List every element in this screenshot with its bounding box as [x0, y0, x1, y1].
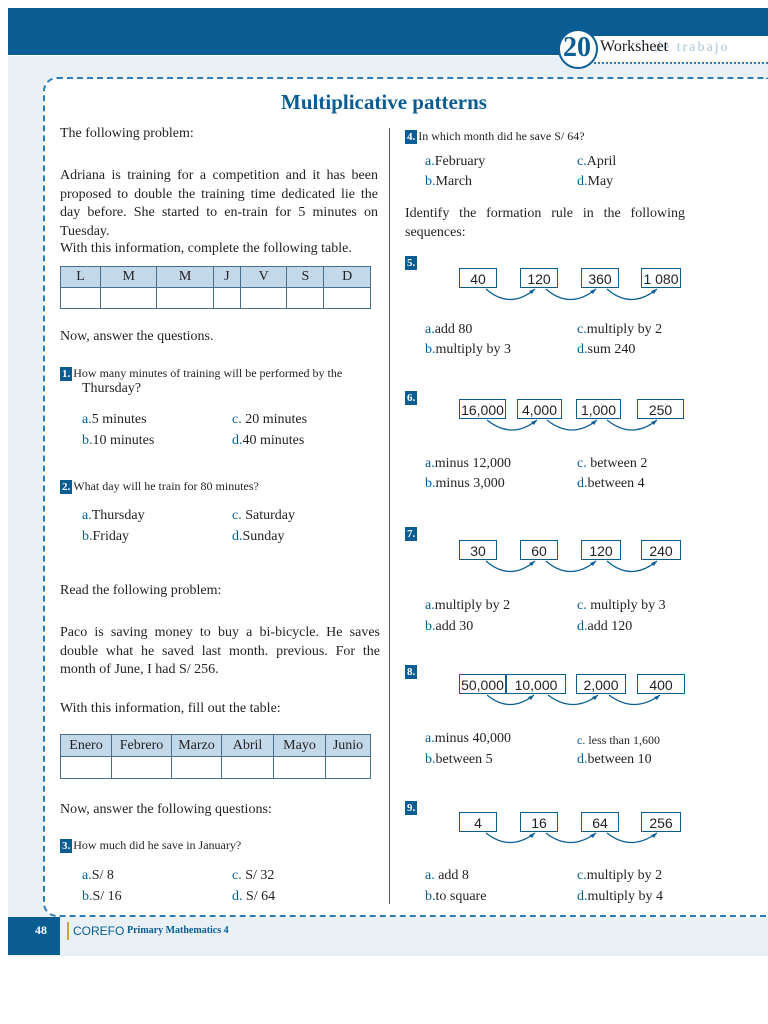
answer-option[interactable]: d.40 minutes	[232, 433, 305, 448]
days-table-header: L	[61, 267, 101, 288]
answer-option[interactable]: d.Sunday	[232, 529, 285, 544]
days-table-header: S	[287, 267, 324, 288]
question-2-text: What day will he train for 80 minutes?	[73, 479, 259, 493]
answer-instruction-2: Now, answer the following questions:	[60, 802, 272, 817]
question-7-number: 7.	[407, 528, 416, 540]
answer-option[interactable]: c. 20 minutes	[232, 412, 308, 427]
answer-option[interactable]: a.minus 40,000	[425, 731, 511, 746]
sequence-term: 16	[520, 812, 558, 832]
sequence-term: 16,000	[459, 399, 506, 419]
question-3-number: 3.	[62, 840, 71, 852]
answer-option[interactable]: b.minus 3,000	[425, 476, 505, 491]
sequence-term: 40	[459, 268, 497, 288]
question-2-number: 2.	[62, 481, 71, 493]
answer-option[interactable]: a.multiply by 2	[425, 598, 511, 613]
question-5-number: 5.	[407, 257, 416, 269]
answer-option[interactable]: a. add 8	[425, 868, 469, 883]
worksheet-label: Worksheet	[600, 38, 669, 55]
sequence-term: 1 080	[641, 268, 681, 288]
answer-option[interactable]: d.sum 240	[577, 342, 636, 357]
answer-option[interactable]: b.between 5	[425, 752, 493, 767]
answer-option[interactable]: d.between 4	[577, 476, 645, 491]
identify-instruction: Identify the formation rule in the following sequences:	[405, 206, 685, 240]
read-instruction: Read the following problem:	[60, 583, 222, 598]
sequence-term: 256	[641, 812, 681, 832]
question-6-number: 6.	[407, 392, 416, 404]
question-1-text: How many minutes of training will be performed by the	[73, 366, 343, 380]
question-9-number: 9.	[407, 802, 416, 814]
problem-2-text: Paco is saving money to buy a bi-bicycle. He saves double what he saved last month. previous. For the month of June, I had S/ 256.	[60, 625, 380, 677]
months-table-header: Mayo	[274, 735, 326, 757]
answer-option[interactable]: d.May	[577, 174, 614, 189]
months-table-header: Febrero	[112, 735, 172, 757]
footer-divider	[67, 922, 69, 940]
answer-option[interactable]: b.S/ 16	[82, 889, 122, 904]
fill-instruction: With this information, fill out the table:	[60, 701, 281, 716]
question-4-text: In which month did he save S/ 64?	[418, 129, 585, 143]
days-table-header: M	[157, 267, 213, 288]
answer-option[interactable]: c. S/ 32	[232, 868, 275, 883]
answer-option[interactable]: c. less than 1,600	[577, 733, 660, 747]
question-4-number: 4.	[407, 131, 416, 143]
page-number-tab	[8, 917, 60, 955]
problem-1-text: Adriana is training for a competition and it has been proposed to double the training time dedicated lie the day before. She started to en-train for 5 minutes on Tuesday.	[60, 168, 378, 239]
answer-option[interactable]: b.March	[425, 174, 473, 189]
answer-option[interactable]: b.multiply by 3	[425, 342, 511, 357]
question-1-number: 1.	[62, 368, 71, 380]
sequence-term: 1,000	[576, 399, 621, 419]
answer-option[interactable]: a.S/ 8	[82, 868, 114, 883]
answer-option[interactable]: b.add 30	[425, 619, 474, 634]
intro-text: The following problem:	[60, 126, 194, 141]
question-1-text-cont: Thursday?	[82, 381, 142, 396]
sequence-term: 10,000	[506, 674, 566, 694]
publisher-brand: COREFO	[73, 924, 125, 938]
answer-option[interactable]: b.to square	[425, 889, 487, 904]
sequence-term: 64	[581, 812, 619, 832]
answer-option[interactable]: b.Friday	[82, 529, 130, 544]
sequence-term: 120	[520, 268, 558, 288]
days-table-header: J	[213, 267, 240, 288]
answer-option[interactable]: c.April	[577, 154, 617, 169]
sequence-term: 50,000	[459, 674, 506, 694]
sequence-term: 240	[641, 540, 681, 560]
sequence-term: 120	[581, 540, 621, 560]
answer-option[interactable]: d. S/ 64	[232, 889, 276, 904]
answer-option[interactable]: a.February	[425, 154, 486, 169]
answer-option[interactable]: a.minus 12,000	[425, 456, 511, 471]
page-number: 48	[35, 923, 47, 937]
answer-option[interactable]: c. Saturday	[232, 508, 295, 523]
page-title: Multiplicative patterns	[281, 90, 487, 114]
months-table-header: Abril	[222, 735, 274, 757]
answer-instruction: Now, answer the questions.	[60, 329, 214, 344]
answer-option[interactable]: a.add 80	[425, 322, 473, 337]
months-table-header: Marzo	[172, 735, 222, 757]
worksheet-number: 20	[563, 32, 591, 63]
answer-option[interactable]: c. between 2	[577, 456, 648, 471]
question-8-number: 8.	[407, 666, 416, 678]
complete-instruction: With this information, complete the following table.	[60, 241, 352, 256]
answer-option[interactable]: b.10 minutes	[82, 433, 155, 448]
months-table-header: Junio	[326, 735, 371, 757]
sequence-term: 400	[637, 674, 685, 694]
answer-option[interactable]: c. multiply by 3	[577, 598, 666, 613]
sequence-term: 30	[459, 540, 497, 560]
sequence-term: 4,000	[517, 399, 562, 419]
worksheet-ghost-label: de trabajo	[654, 40, 730, 55]
answer-option[interactable]: c.multiply by 2	[577, 322, 663, 337]
sequence-term: 250	[637, 399, 684, 419]
days-table-header: D	[324, 267, 371, 288]
answer-option[interactable]: c.multiply by 2	[577, 868, 663, 883]
answer-option[interactable]: d.multiply by 4	[577, 889, 663, 904]
book-title: Primary Mathematics 4	[127, 925, 229, 936]
sequence-term: 360	[581, 268, 619, 288]
answer-option[interactable]: a.5 minutes	[82, 412, 147, 427]
months-table-header: Enero	[61, 735, 112, 757]
days-table-header: M	[101, 267, 157, 288]
sequence-term: 2,000	[576, 674, 626, 694]
question-3-text: How much did he save in January?	[73, 838, 242, 852]
sequence-term: 4	[459, 812, 497, 832]
answer-option[interactable]: d.between 10	[577, 752, 652, 767]
answer-option[interactable]: a.Thursday	[82, 508, 145, 523]
sequence-term: 60	[520, 540, 558, 560]
days-table-header: V	[240, 267, 287, 288]
answer-option[interactable]: d.add 120	[577, 619, 633, 634]
